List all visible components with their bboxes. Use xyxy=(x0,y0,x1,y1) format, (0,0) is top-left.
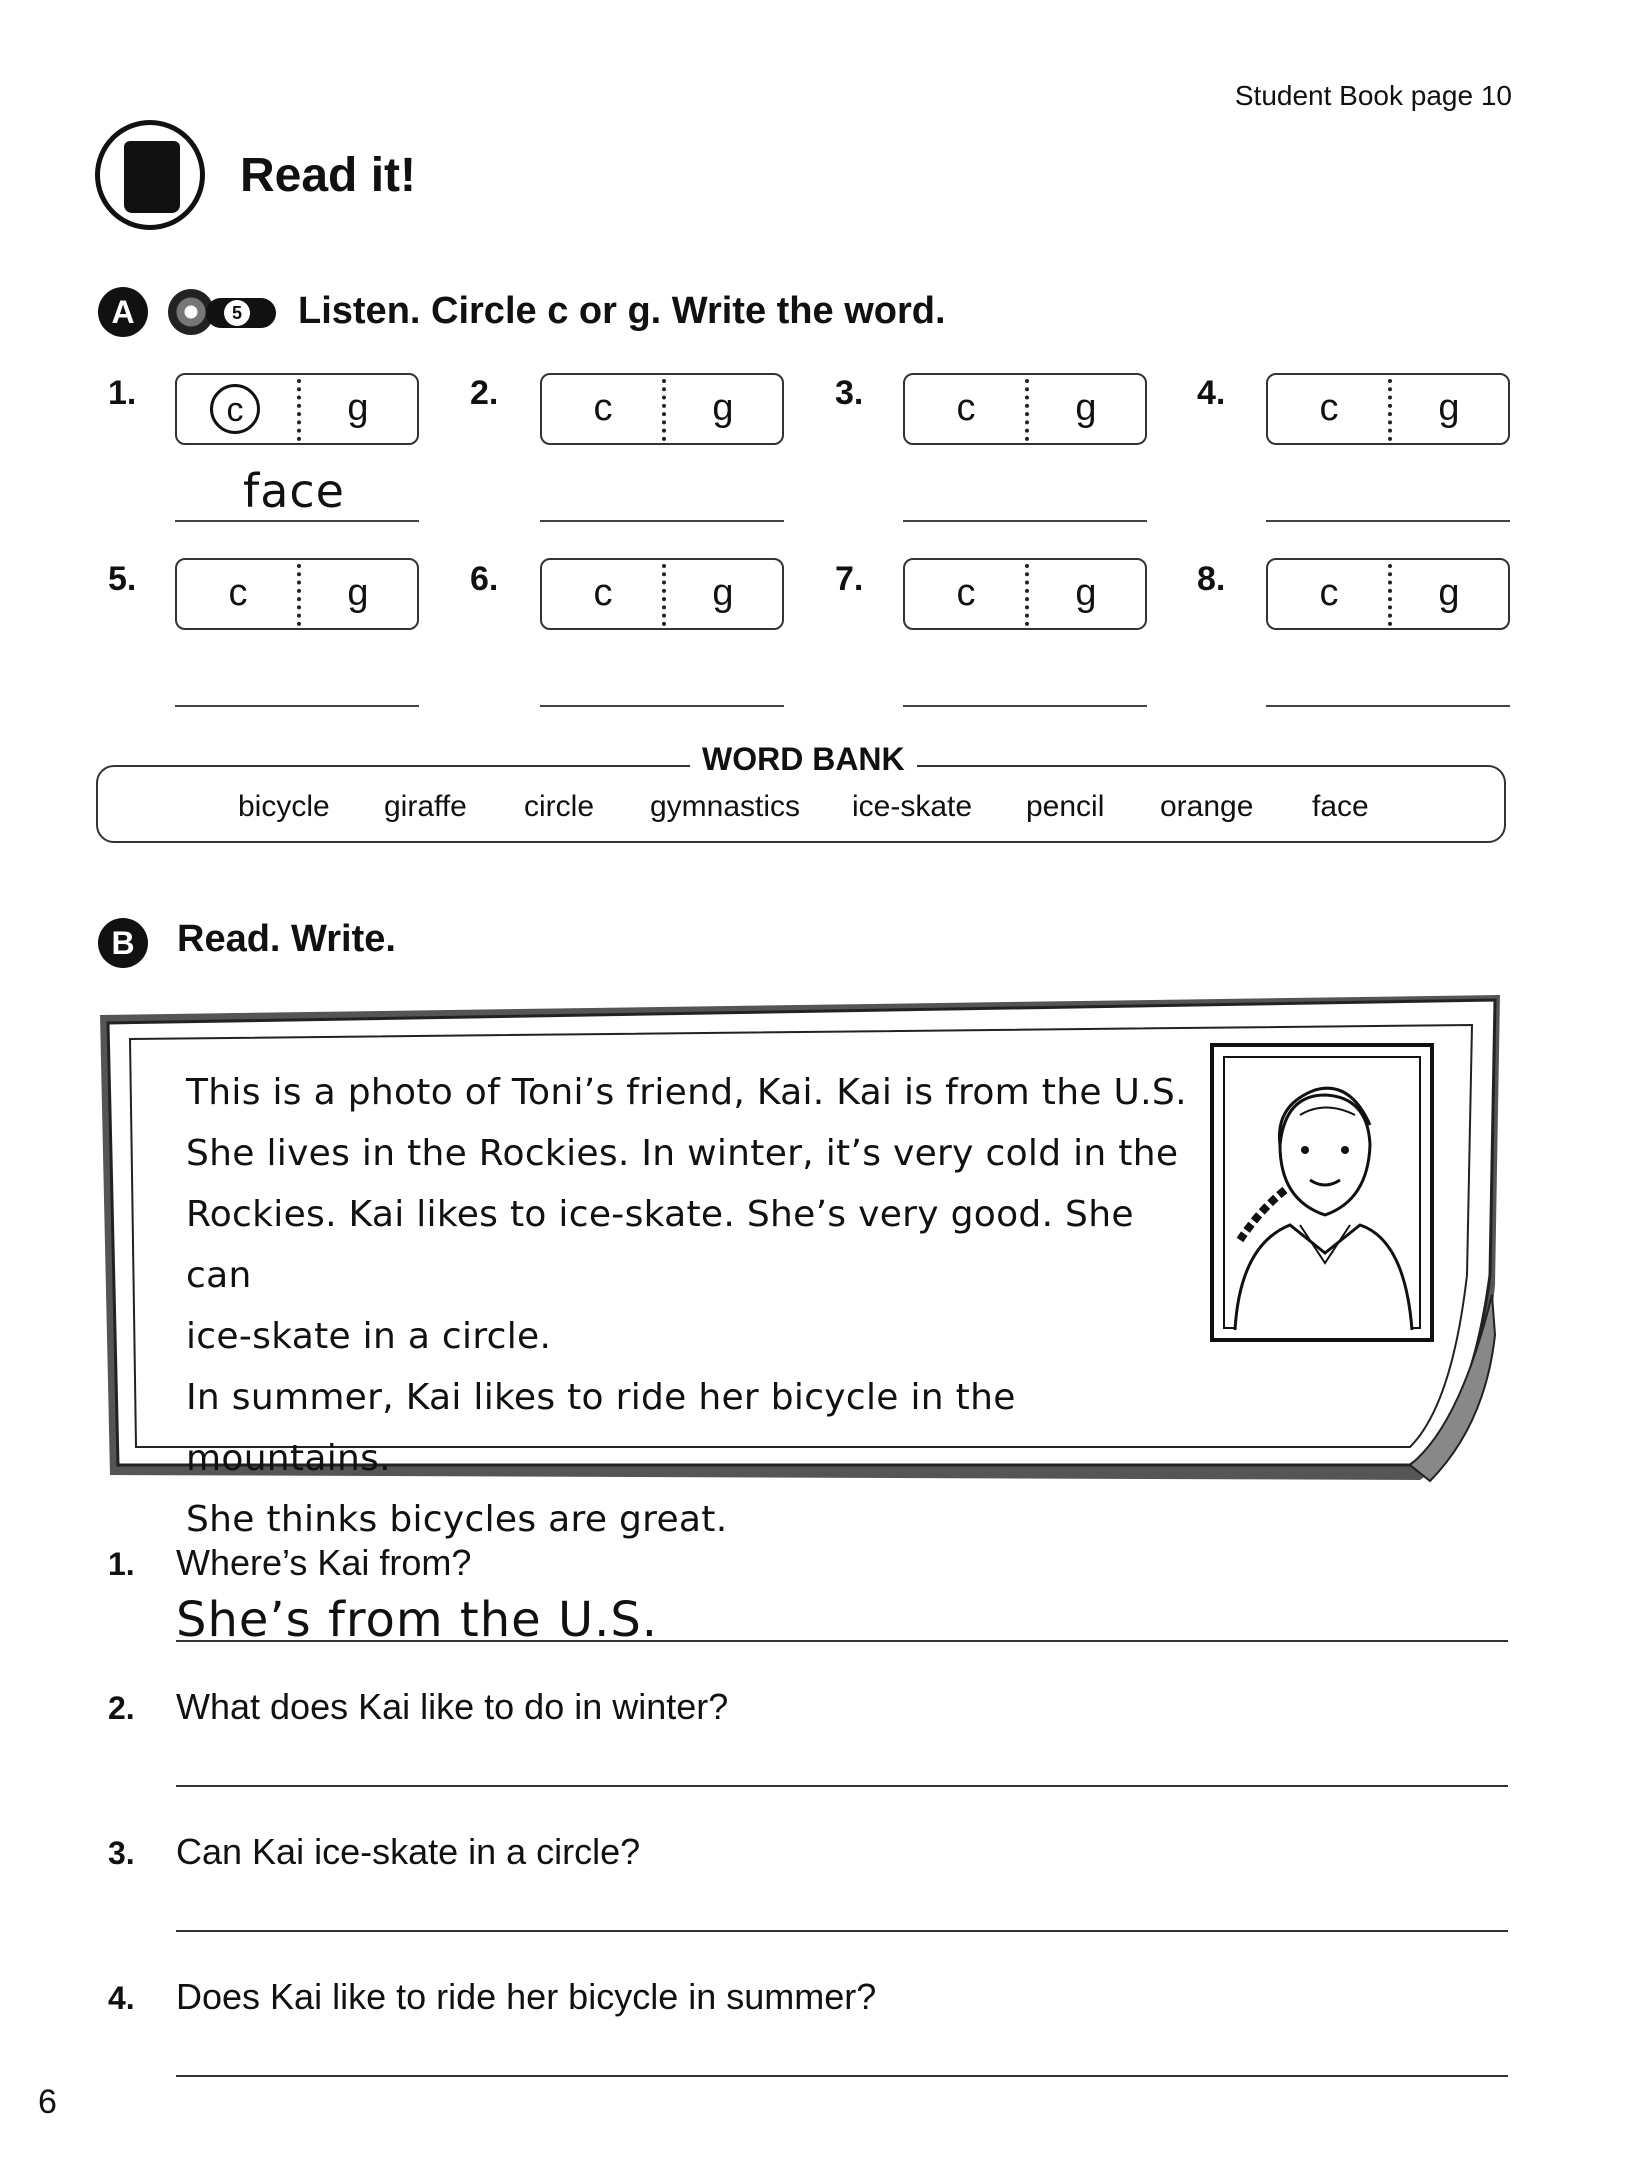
answer-line-7[interactable] xyxy=(903,655,1147,707)
option-c[interactable]: c xyxy=(210,384,260,434)
question-text: Can Kai ice-skate in a circle? xyxy=(176,1831,641,1872)
question-text: What does Kai like to do in winter? xyxy=(176,1686,729,1727)
answer-line-q3[interactable] xyxy=(176,1930,1508,1932)
option-c[interactable]: c xyxy=(1319,572,1339,614)
answer-line-q4[interactable] xyxy=(176,2075,1508,2077)
word-bank-word: pencil xyxy=(1026,790,1105,823)
option-g[interactable]: g xyxy=(1075,387,1097,429)
choice-box-8[interactable] xyxy=(1266,558,1510,630)
question-number: 1. xyxy=(108,1546,135,1582)
option-g[interactable]: g xyxy=(347,572,369,614)
reading-line: Rockies. Kai likes to ice-skate. She’s very good. She can xyxy=(186,1194,1134,1296)
reading-line: This is a photo of Toni’s friend, Kai. Kai is from the U.S. xyxy=(186,1072,1187,1113)
option-g[interactable]: g xyxy=(712,387,734,429)
activity-b-instruction: Read. Write. xyxy=(177,918,396,960)
question-number: 2. xyxy=(108,1690,135,1726)
answer-line-8[interactable] xyxy=(1266,655,1510,707)
track-number: 5 xyxy=(224,300,250,326)
word-bank-word: circle xyxy=(524,790,595,823)
option-c[interactable]: c xyxy=(593,387,613,429)
item-number: 5. xyxy=(108,560,137,598)
option-c[interactable]: c xyxy=(1319,387,1339,429)
section-title: Read it! xyxy=(240,149,417,202)
answer-line-6[interactable] xyxy=(540,655,784,707)
answer-line-q1[interactable] xyxy=(176,1640,1508,1642)
item-number: 2. xyxy=(470,374,499,412)
answer-line-4[interactable] xyxy=(1266,470,1510,522)
answer-line-q2[interactable] xyxy=(176,1785,1508,1787)
option-g[interactable]: g xyxy=(1075,572,1097,614)
option-g[interactable]: g xyxy=(1438,572,1460,614)
choice-box-4[interactable] xyxy=(1266,373,1510,445)
choice-box-1[interactable] xyxy=(175,373,419,445)
choice-box-7[interactable] xyxy=(903,558,1147,630)
activity-a-marker: A xyxy=(98,287,148,337)
handwritten-answer: She’s from the U.S. xyxy=(176,1592,659,1648)
page-reference: Student Book page 10 xyxy=(1234,80,1512,111)
word-bank-word: bicycle xyxy=(238,790,330,823)
option-g[interactable]: g xyxy=(1438,387,1460,429)
reading-line: She thinks bicycles are great. xyxy=(186,1499,728,1540)
item-number: 4. xyxy=(1197,374,1226,412)
reading-line: In summer, Kai likes to ride her bicycle in the mountains. xyxy=(186,1377,1016,1479)
item-number: 1. xyxy=(108,374,137,412)
activity-a-instruction: Listen. Circle c or g. Write the word. xyxy=(298,290,946,332)
answer-line-3[interactable] xyxy=(903,470,1147,522)
reading-passage xyxy=(186,1062,1206,1550)
audio-cd-icon xyxy=(168,289,278,337)
question-number: 4. xyxy=(108,1980,135,2016)
reading-line: She lives in the Rockies. In winter, it’s very cold in the xyxy=(186,1133,1179,1174)
activity-b-marker: B xyxy=(98,918,148,968)
kai-photo xyxy=(1212,1045,1432,1340)
option-c[interactable]: c xyxy=(956,387,976,429)
reading-line: ice-skate in a circle. xyxy=(186,1316,552,1357)
question-text: Where’s Kai from? xyxy=(176,1542,472,1583)
answer-line-2[interactable] xyxy=(540,470,784,522)
item-number: 3. xyxy=(835,374,864,412)
item-number: 7. xyxy=(835,560,864,598)
page-number: 6 xyxy=(38,2083,57,2121)
choice-box-6[interactable] xyxy=(540,558,784,630)
book-icon xyxy=(95,120,205,230)
option-c[interactable]: c xyxy=(956,572,976,614)
word-bank-word: orange xyxy=(1160,790,1254,823)
choice-box-5[interactable] xyxy=(175,558,419,630)
question-text: Does Kai like to ride her bicycle in summer? xyxy=(176,1976,877,2017)
word-bank-word: gymnastics xyxy=(650,790,801,823)
question-number: 3. xyxy=(108,1835,135,1871)
word-bank-word: ice-skate xyxy=(852,790,973,823)
option-c[interactable]: c xyxy=(228,572,248,614)
answer-line-5[interactable] xyxy=(175,655,419,707)
option-g[interactable]: g xyxy=(347,387,369,429)
option-g[interactable]: g xyxy=(712,572,734,614)
word-bank-word: giraffe xyxy=(384,790,467,823)
choice-box-3[interactable] xyxy=(903,373,1147,445)
handwritten-answer: face xyxy=(243,464,345,518)
option-c[interactable]: c xyxy=(593,572,613,614)
answer-line-1[interactable] xyxy=(175,464,419,522)
choice-box-2[interactable] xyxy=(540,373,784,445)
item-number: 6. xyxy=(470,560,499,598)
word-bank-title: WORD BANK xyxy=(690,741,917,778)
item-number: 8. xyxy=(1197,560,1226,598)
word-bank-word: face xyxy=(1312,790,1369,823)
